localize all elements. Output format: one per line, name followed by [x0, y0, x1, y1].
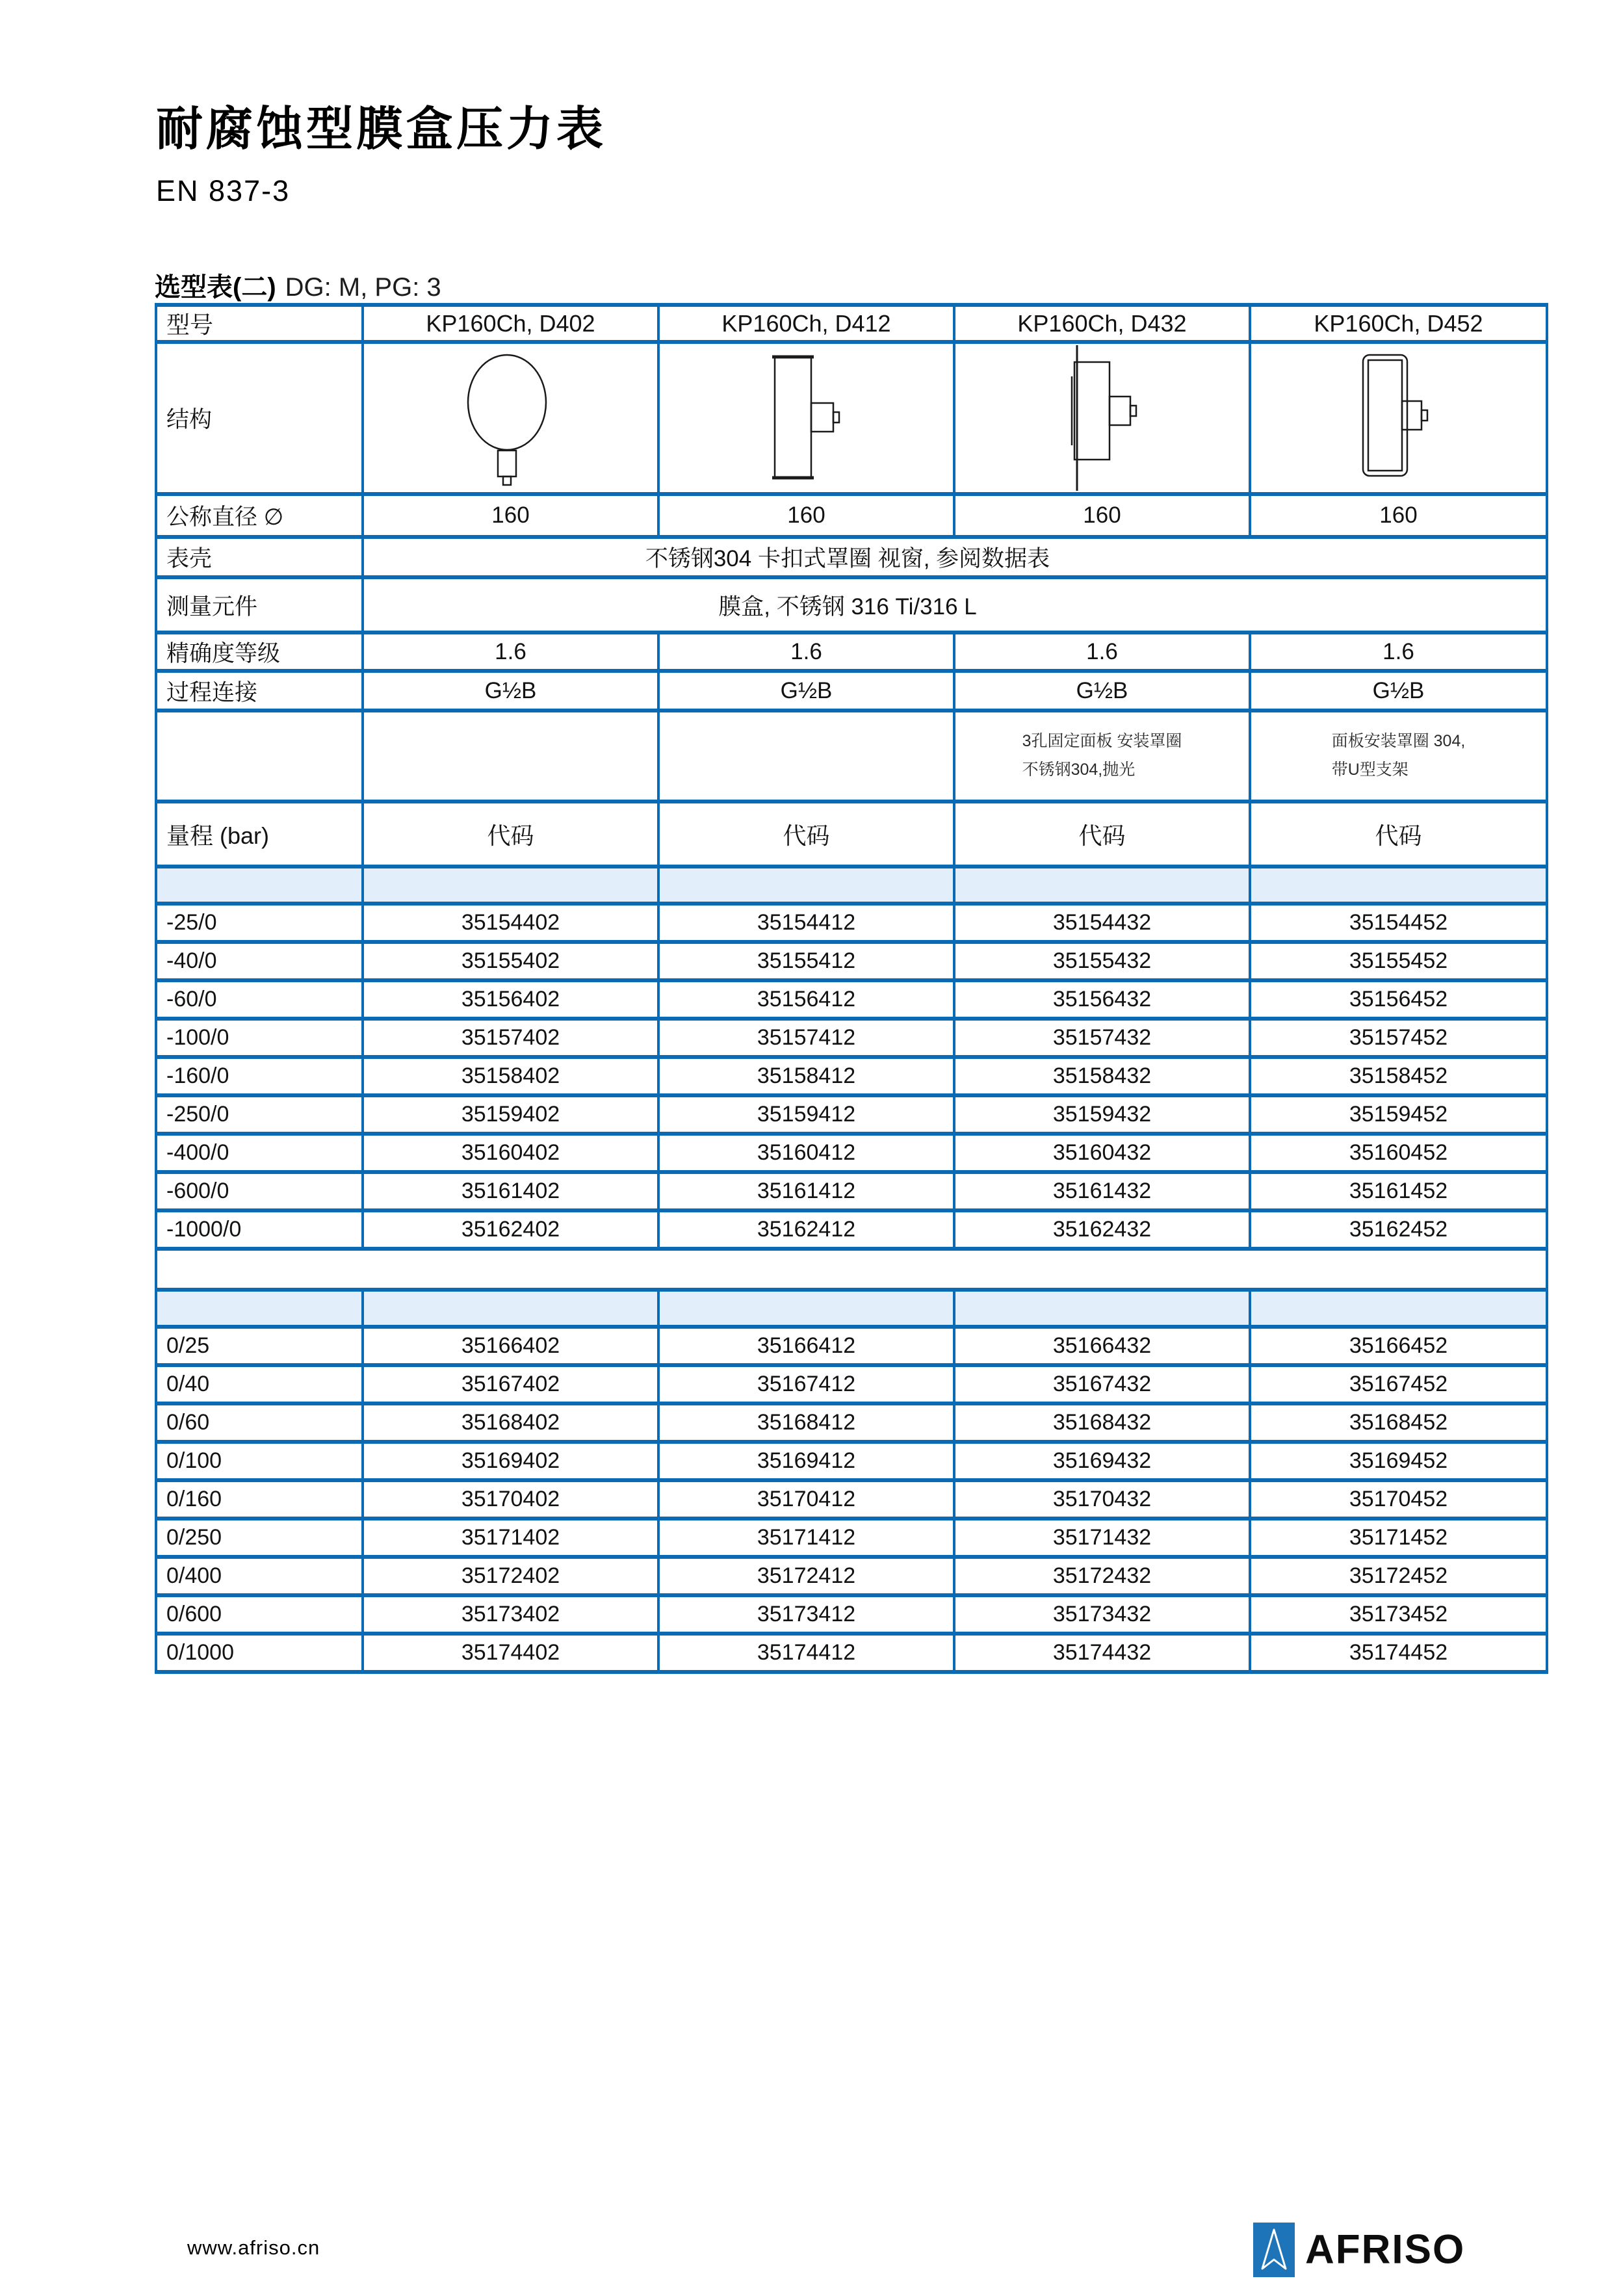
code-cell: 35171452: [1250, 1519, 1547, 1557]
range-table-row: [156, 1134, 1547, 1172]
connection-row-label: 过程连接: [156, 671, 363, 711]
code-cell: 35166402: [363, 1327, 658, 1365]
afriso-wordmark: AFRISO: [1305, 2226, 1466, 2273]
code-cell: 35155402: [363, 942, 658, 980]
code-cell: 35172402: [363, 1557, 658, 1595]
range-table-row: [156, 1557, 1547, 1595]
range-cell: 0/1000: [156, 1634, 363, 1672]
code-cell: 35156402: [363, 980, 658, 1019]
code-cell: 35169452: [1250, 1442, 1547, 1480]
code-cell: 35159432: [954, 1095, 1250, 1134]
code-cell: 35160432: [954, 1134, 1250, 1172]
mounting-note-line: 面板安装罩圈 304,: [1331, 732, 1466, 751]
diameter-value: 160: [363, 494, 658, 537]
code-cell: 35161412: [658, 1172, 954, 1210]
range-cell: 0/40: [156, 1365, 363, 1403]
code-cell: 35154452: [1250, 904, 1547, 942]
code-header: 代码: [1250, 802, 1547, 867]
case-value: 不锈钢304 卡扣式罩圈 视窗, 参阅数据表: [363, 537, 1547, 577]
range-header-label: 量程 (bar): [156, 802, 363, 867]
connection-value: G½B: [658, 671, 954, 711]
code-cell: 35167412: [658, 1365, 954, 1403]
structure-cell: [363, 342, 658, 494]
connection-value: G½B: [954, 671, 1250, 711]
code-cell: 35166412: [658, 1327, 954, 1365]
code-cell: 35170402: [363, 1480, 658, 1519]
code-cell: 35157432: [954, 1019, 1250, 1057]
code-cell: 35173412: [658, 1595, 954, 1634]
code-cell: 35169412: [658, 1442, 954, 1480]
range-cell: -40/0: [156, 942, 363, 980]
mounting-note-d432: [954, 711, 1250, 802]
code-cell: 35172412: [658, 1557, 954, 1595]
range-table-row: [156, 1519, 1547, 1557]
code-cell: 35156452: [1250, 980, 1547, 1019]
mounting-note-line: 不锈钢304,抛光: [1022, 761, 1136, 779]
code-cell: 35170432: [954, 1480, 1250, 1519]
mounting-note-d452: [1250, 711, 1547, 802]
code-cell: 35156412: [658, 980, 954, 1019]
range-cell: 0/60: [156, 1403, 363, 1442]
code-cell: 35157452: [1250, 1019, 1547, 1057]
diameter-row: [156, 494, 1547, 537]
code-cell: 35159452: [1250, 1095, 1547, 1134]
code-cell: 35158452: [1250, 1057, 1547, 1095]
element-value: 膜盒, 不锈钢 316 Ti/316 L: [363, 577, 1547, 633]
structure-row: [156, 342, 1547, 494]
range-cell: -250/0: [156, 1095, 363, 1134]
accuracy-row-label: 精确度等级: [156, 633, 363, 671]
model-row-label: 型号: [156, 305, 363, 342]
code-cell: 35162432: [954, 1210, 1250, 1249]
range-cell: 0/100: [156, 1442, 363, 1480]
range-table-row: [156, 942, 1547, 980]
code-header: 代码: [954, 802, 1250, 867]
code-cell: 35173452: [1250, 1595, 1547, 1634]
range-cell: -600/0: [156, 1172, 363, 1210]
code-cell: 35171432: [954, 1519, 1250, 1557]
code-cell: 35171412: [658, 1519, 954, 1557]
code-cell: 35174412: [658, 1634, 954, 1672]
range-cell: -1000/0: [156, 1210, 363, 1249]
code-cell: 35154432: [954, 904, 1250, 942]
mounting-notes-label: [156, 711, 363, 802]
gauge-side-view-diagram: [751, 352, 862, 485]
element-row-label: 测量元件: [156, 577, 363, 633]
connection-value: G½B: [363, 671, 658, 711]
model-name: KP160Ch, D452: [1250, 305, 1547, 342]
code-cell: 35166432: [954, 1327, 1250, 1365]
range-table-row: [156, 1365, 1547, 1403]
range-table-row: [156, 1210, 1547, 1249]
mounting-note-empty: [363, 711, 658, 802]
code-cell: 35168412: [658, 1403, 954, 1442]
diameter-row-label: 公称直径 ∅: [156, 494, 363, 537]
mounting-note-line: 带U型支架: [1331, 761, 1409, 779]
page-title: 耐腐蚀型膜盒压力表: [156, 103, 607, 155]
section-divider: [156, 1249, 1547, 1327]
range-cell: 0/250: [156, 1519, 363, 1557]
code-cell: 35159402: [363, 1095, 658, 1134]
spire-arrow-icon: [1260, 2228, 1288, 2271]
code-cell: 35169402: [363, 1442, 658, 1480]
range-table-row: [156, 1095, 1547, 1134]
code-cell: 35162452: [1250, 1210, 1547, 1249]
code-cell: 35174432: [954, 1634, 1250, 1672]
range-cell: 0/25: [156, 1327, 363, 1365]
code-cell: 35174452: [1250, 1634, 1547, 1672]
code-cell: 35168432: [954, 1403, 1250, 1442]
accuracy-value: 1.6: [1250, 633, 1547, 671]
code-cell: 35159412: [658, 1095, 954, 1134]
code-cell: 35173402: [363, 1595, 658, 1634]
positive-range-rows: [156, 1327, 1547, 1672]
range-table-row: [156, 980, 1547, 1019]
code-cell: 35157412: [658, 1019, 954, 1057]
mounting-note-empty: [658, 711, 954, 802]
accuracy-value: 1.6: [954, 633, 1250, 671]
range-table-row: [156, 1480, 1547, 1519]
spacer-row: [156, 1249, 1547, 1290]
code-cell: 35169432: [954, 1442, 1250, 1480]
range-cell: -160/0: [156, 1057, 363, 1095]
code-cell: 35170412: [658, 1480, 954, 1519]
standard-number: EN 837-3: [156, 174, 291, 207]
code-cell: 35167452: [1250, 1365, 1547, 1403]
structure-cell: [1250, 342, 1547, 494]
mounting-note-line: 3孔固定面板 安装罩圈: [1022, 732, 1182, 751]
code-cell: 35161452: [1250, 1172, 1547, 1210]
afriso-logo-mark: [1253, 2223, 1295, 2277]
mounting-notes-row: [156, 711, 1547, 802]
structure-row-label: 结构: [156, 342, 363, 494]
code-cell: 35167432: [954, 1365, 1250, 1403]
negative-range-rows: [156, 904, 1547, 1249]
range-cell: -400/0: [156, 1134, 363, 1172]
connection-row: [156, 671, 1547, 711]
code-cell: 35160452: [1250, 1134, 1547, 1172]
code-header: 代码: [363, 802, 658, 867]
code-cell: 35168402: [363, 1403, 658, 1442]
code-cell: 35158432: [954, 1057, 1250, 1095]
code-cell: 35155452: [1250, 942, 1547, 980]
gauge-front-view-diagram: [459, 349, 563, 487]
range-cell: -60/0: [156, 980, 363, 1019]
model-name: KP160Ch, D402: [363, 305, 658, 342]
code-cell: 35154412: [658, 904, 954, 942]
afriso-logo: [1253, 2222, 1465, 2278]
code-cell: 35166452: [1250, 1327, 1547, 1365]
range-table-row: [156, 904, 1547, 942]
diameter-value: 160: [954, 494, 1250, 537]
connection-value: G½B: [1250, 671, 1547, 711]
code-cell: 35174402: [363, 1634, 658, 1672]
element-row: [156, 577, 1547, 633]
range-cell: -25/0: [156, 904, 363, 942]
code-cell: 35158402: [363, 1057, 658, 1095]
range-table-row: [156, 1442, 1547, 1480]
code-cell: 35154402: [363, 904, 658, 942]
model-name: KP160Ch, D432: [954, 305, 1250, 342]
code-cell: 35155412: [658, 942, 954, 980]
selection-table: [155, 303, 1548, 1674]
range-cell: 0/160: [156, 1480, 363, 1519]
code-header: 代码: [658, 802, 954, 867]
model-row: [156, 305, 1547, 342]
code-cell: 35161402: [363, 1172, 658, 1210]
table-caption-detail: DG: M, PG: 3: [285, 273, 441, 302]
section-band: [156, 867, 1547, 904]
accuracy-value: 1.6: [363, 633, 658, 671]
code-cell: 35167402: [363, 1365, 658, 1403]
range-cell: 0/600: [156, 1595, 363, 1634]
code-cell: 35158412: [658, 1057, 954, 1095]
code-cell: 35161432: [954, 1172, 1250, 1210]
range-table-row: [156, 1634, 1547, 1672]
code-cell: 35173432: [954, 1595, 1250, 1634]
code-cell: 35170452: [1250, 1480, 1547, 1519]
code-cell: 35162412: [658, 1210, 954, 1249]
website-link: www.afriso.cn: [187, 2236, 320, 2259]
diameter-value: 160: [658, 494, 954, 537]
table-caption: [155, 267, 441, 304]
code-cell: 35160402: [363, 1134, 658, 1172]
code-cell: 35155432: [954, 942, 1250, 980]
range-table-row: [156, 1019, 1547, 1057]
case-row: [156, 537, 1547, 577]
code-cell: 35171402: [363, 1519, 658, 1557]
code-cell: 35160412: [658, 1134, 954, 1172]
structure-cell: [954, 342, 1250, 494]
accuracy-value: 1.6: [658, 633, 954, 671]
code-cell: 35172432: [954, 1557, 1250, 1595]
range-table-row: [156, 1595, 1547, 1634]
range-cell: 0/400: [156, 1557, 363, 1595]
spec-rows: [156, 305, 1547, 904]
code-cell: 35172452: [1250, 1557, 1547, 1595]
table-caption-bold: 选型表(二): [155, 273, 276, 302]
range-table-row: [156, 1172, 1547, 1210]
gauge-side-view-panel-mount-diagram: [1047, 344, 1158, 492]
section-band: [156, 1290, 1547, 1327]
code-cell: 35162402: [363, 1210, 658, 1249]
case-row-label: 表壳: [156, 537, 363, 577]
range-table-row: [156, 1327, 1547, 1365]
gauge-side-view-u-bracket-diagram: [1344, 350, 1454, 486]
code-cell: 35157402: [363, 1019, 658, 1057]
diameter-value: 160: [1250, 494, 1547, 537]
model-name: KP160Ch, D412: [658, 305, 954, 342]
code-cell: 35168452: [1250, 1403, 1547, 1442]
code-cell: 35156432: [954, 980, 1250, 1019]
accuracy-row: [156, 633, 1547, 671]
range-table-row: [156, 1403, 1547, 1442]
structure-cell: [658, 342, 954, 494]
range-cell: -100/0: [156, 1019, 363, 1057]
range-table-row: [156, 1057, 1547, 1095]
range-header-row: [156, 802, 1547, 867]
